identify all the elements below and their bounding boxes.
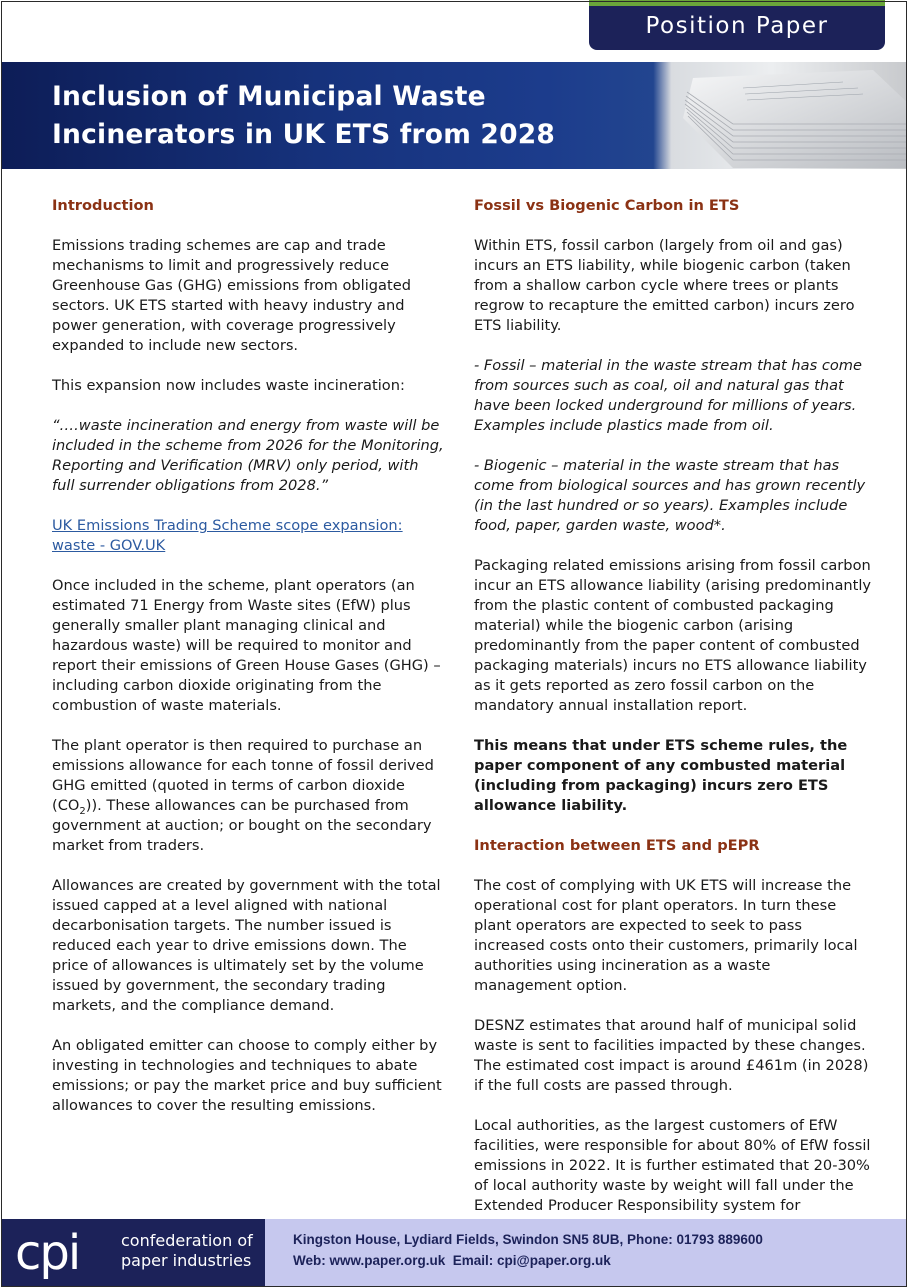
left-column	[52, 196, 444, 1136]
right-column	[474, 196, 872, 1256]
logo-line-2: paper industries	[121, 1251, 252, 1270]
cpi-logo-text	[121, 1231, 253, 1271]
ets-pepr-paragraph-2: DESNZ estimates that around half of municipal solid waste is sent to facilities impacted by these changes. The estimated cost impact is around £461m (in 2028) if the full costs are passed through.	[474, 1017, 869, 1094]
fossil-definition: - Fossil – material in the waste stream that has come from sources such as coal, oil and natural gas that have been locked underground for millions of years. Examples include plastics made from oil.	[474, 357, 862, 434]
key-statement: This means that under ETS scheme rules, the paper component of any combusted material (including from packaging) incurs zero ETS allowance liability.	[474, 737, 848, 814]
fossil-paragraph-1: Within ETS, fossil carbon (largely from oil and gas) incurs an ETS liability, while biogenic carbon (taken from a shallow carbon cycle where trees or plants regrow to recapture the emitted carbon) incurs zero ETS liability.	[474, 237, 855, 334]
paper-stack-image	[673, 68, 907, 168]
position-paper-tab	[589, 0, 885, 50]
heading-introduction: Introduction	[52, 197, 154, 214]
p4-text-b: )). These allowances can be purchased from government at auction; or bought on the secondary market from traders.	[52, 797, 432, 854]
packaging-paragraph: Packaging related emissions arising from fossil carbon incur an ETS allowance liability (arising predominantly from the plastic content of combusted packaging material) while the biogenic carbon (arising predominantly from the paper content of combusted packaging materials) incurs no ETS allowance liability as it gets reported as zero fossil carbon on the mandatory annual installation report.	[474, 557, 872, 714]
title-line-2: Incinerators in UK ETS from 2028	[52, 119, 555, 150]
p4-text-a: The plant operator is then required to purchase an emissions allowance for each tonne of fossil derived GHG emitted (quoted in terms of carbon dioxide (CO	[52, 737, 434, 814]
footer-contact	[293, 1229, 763, 1271]
intro-paragraph-5: Allowances are created by government with the total issued capped at a level aligned with national decarbonisation targets. The number issued is reduced each year to drive emissions down. The price of allowances is ultimately set by the volume issued by government, the secondary trading markets, and the compliance demand.	[52, 877, 441, 1014]
co2-subscript: 2	[79, 805, 86, 817]
govuk-link[interactable]: UK Emissions Trading Scheme scope expansion: waste - GOV.UK	[52, 517, 403, 554]
cpi-logo	[1, 1219, 265, 1287]
biogenic-definition: - Biogenic – material in the waste stream that has come from biological sources and has grown recently (in the last hundred or so years). Examples include food, paper, garden waste, wood*.	[474, 457, 866, 534]
ets-pepr-paragraph-1: The cost of complying with UK ETS will increase the operational cost for plant operators. In turn these plant operators are expected to seek to pass increased costs onto their customers, primarily local authorities using incineration as a waste management option.	[474, 877, 858, 994]
heading-ets-pepr: Interaction between ETS and pEPR	[474, 837, 760, 854]
cpi-logo-mark: cpi	[15, 1225, 80, 1281]
title-banner	[1, 62, 907, 169]
intro-paragraph-6: An obligated emitter can choose to comply either by investing in technologies and techniques to abate emissions; or pay the market price and buy sufficient allowances to cover the resulting emissions.	[52, 1037, 442, 1114]
ets-pepr-paragraph-3: Local authorities, as the largest customers of EfW facilities, were responsible for about 80% of EfW fossil emissions in 2022. It is further estimated that 20-30% of local authority waste by weight will fall under the Extended Producer Responsibility system for	[474, 1117, 871, 1214]
quote-paragraph: “….waste incineration and energy from waste will be included in the scheme from 2026 for the Monitoring, Reporting and Verification (MRV) only period, with full surrender obligations from 2028.”	[52, 417, 444, 494]
intro-paragraph-1: Emissions trading schemes are cap and trade mechanisms to limit and progressively reduce Greenhouse Gas (GHG) emissions from obligated sectors. UK ETS started with heavy industry and power generation, with coverage progressively expanded to include new sectors.	[52, 237, 411, 354]
tab-label: Position Paper	[645, 13, 829, 39]
intro-paragraph-4	[52, 736, 444, 856]
intro-paragraph-3: Once included in the scheme, plant operators (an estimated 71 Energy from Waste sites (EfW) plus generally smaller plant managing clinical and hazardous waste) will be required to monitor and report their emissions of Green House Gases (GHG) – including carbon dioxide originating from the combustion of waste materials.	[52, 577, 441, 714]
footer	[1, 1219, 907, 1287]
intro-paragraph-2: This expansion now includes waste incineration:	[52, 377, 405, 394]
heading-fossil-vs-biogenic: Fossil vs Biogenic Carbon in ETS	[474, 197, 740, 214]
page-title	[52, 78, 652, 154]
title-line-1: Inclusion of Municipal Waste	[52, 81, 486, 112]
footer-web-email: Web: www.paper.org.uk Email: cpi@paper.org.uk	[293, 1253, 611, 1268]
footer-address: Kingston House, Lydiard Fields, Swindon SN5 8UB, Phone: 01793 889600	[293, 1232, 763, 1247]
logo-line-1: confederation of	[121, 1231, 253, 1250]
